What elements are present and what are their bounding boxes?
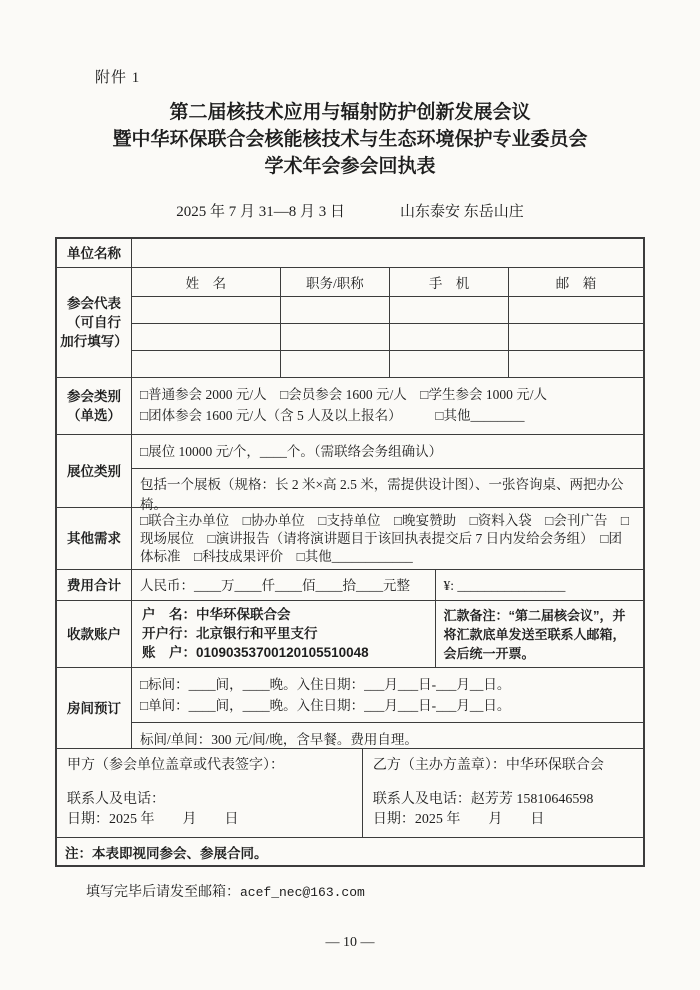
booth-content [132,435,643,512]
representatives-label [57,268,132,377]
page-number: — 10 — [325,935,375,950]
booth-label: 展位类别 [57,435,132,507]
booth-description: 包括一个展板（规格：长 2 米×高 2.5 米，需提供设计图）、一张咨询桌、两把办公椅。 [140,477,624,512]
rep-cell [132,324,281,350]
category-label [57,378,132,434]
other-needs-row [57,507,643,569]
rep-cell [509,297,643,323]
category-options-line1: □普通参会 2000 元/人 □会员参会 1600 元/人 □学生参会 1000 元/人 [140,387,547,402]
rep-cell [390,351,509,377]
room-booking-content [132,668,643,748]
rep-header-email: 邮 箱 [555,276,597,291]
rep-header-name: 姓 名 [132,268,281,296]
submission-instruction [86,881,700,901]
event-venue: 山东泰安 东岳山庄 [400,204,524,220]
rep-cell [281,351,390,377]
unit-name-value-cell [132,239,643,267]
submission-email: acef_nec@163.com [240,885,365,900]
rep-cell [509,324,643,350]
room-option-standard: □标间：____间，____晚。入住日期：___月___日-___月__日。 [140,677,511,692]
submission-instruction-text: 填写完毕后请发至邮箱： [86,883,240,899]
rep-cell [281,297,390,323]
unit-name-label: 单位名称 [57,239,132,267]
representatives-grid [132,268,643,377]
signature-content [57,749,643,837]
contract-note: 注：本表即视同参会、参展合同。 [65,845,268,861]
rep-header-title: 职务/职称 [281,268,390,296]
category-label-line2: （单选） [67,408,121,423]
rep-cell [132,351,281,377]
representatives-label-line1: 参会代表 [67,296,121,311]
category-options-line2: □团体参会 1600 元/人（含 5 人及以上报名） □其他________ [140,408,525,423]
party-b-block [363,749,643,837]
rep-empty-row [132,350,643,377]
representatives-row [57,267,643,377]
rep-cell [390,297,509,323]
representatives-label-line2: （可自行 [67,315,121,330]
category-options [132,378,643,434]
fee-amount-numeric: ¥: ________________ [443,577,566,593]
representatives-label-line3: 加行填写） [60,334,128,349]
party-a-date: 日期：2025 年 月 日 [67,812,239,827]
attachment-label: 附件 1 [95,70,141,86]
party-b-date: 日期：2025 年 月 日 [372,812,545,827]
party-a-contact: 联系人及电话： [67,792,165,807]
title-line-3: 学术年会参会回执表 [264,156,436,177]
room-booking-label: 房间预订 [57,668,132,748]
account-label: 收款账户 [57,601,132,667]
party-a-signature-space [67,776,352,790]
rep-cell [509,351,643,377]
party-a-block [57,749,363,837]
event-date: 2025 年 7 月 31—8 月 3 日 [176,204,345,220]
booth-option: □展位 10000 元/个，____个。（需联络会务组确认） [132,435,643,469]
room-option-single: □单间：____间，____晚。入住日期：___月___日-___月__日。 [140,698,511,713]
rep-cell [281,324,390,350]
party-a-title: 甲方（参会单位盖章或代表签字）： [67,758,284,773]
account-row [57,600,643,667]
document-title [0,99,700,180]
party-b-contact: 联系人及电话：赵芳芳 15810646598 [372,792,594,807]
party-b-title: 乙方（主办方盖章）：中华环保联合会 [372,758,604,773]
account-holder-name: 户 名：中华环保联合会 [142,607,291,622]
fee-total-row [57,569,643,600]
room-options [132,668,643,723]
room-booking-row [57,667,643,748]
unit-name-row [57,239,643,267]
rep-empty-row [132,323,643,350]
registration-form-table [55,237,645,867]
remittance-remark: 汇款备注：“第二届核会议”，并将汇款底单发送至联系人邮箱，会后统一开票。 [443,608,626,661]
room-price-note: 标间/单间：300 元/间/晚，含早餐。费用自理。 [140,732,418,747]
representatives-header-row [132,268,643,296]
event-date-venue [0,200,700,221]
fee-total-content [132,570,643,600]
account-content [132,601,643,667]
rep-header-mobile: 手 机 [390,268,509,296]
rep-empty-row [132,296,643,323]
account-details [132,601,436,667]
fee-total-label: 费用合计 [57,570,132,600]
signature-row [57,748,643,837]
category-row [57,377,643,434]
account-bank: 开户行：北京银行和平里支行 [142,626,318,641]
party-b-signature-space [373,776,633,790]
title-line-2: 暨中华环保联合会核能核技术与生态环境保护专业委员会 [112,129,588,150]
booth-row [57,434,643,512]
account-number: 账 户：01090353700120105510048 [142,645,369,660]
contract-note-row [57,837,643,865]
rep-cell [132,297,281,323]
rep-cell [390,324,509,350]
title-line-1: 第二届核技术应用与辐射防护创新发展会议 [169,102,531,123]
other-needs-label: 其他需求 [57,508,132,569]
fee-amount-chinese: 人民币：____万____仟____佰____拾____元整 [132,570,436,600]
category-label-line1: 参会类别 [67,389,121,404]
other-needs-options: □联合主办单位 □协办单位 □支持单位 □晚宴赞助 □资料入袋 □会刊广告 □现场展位 □演讲报告（请将演讲题目于该回执表提交后 7 日内发给会务组） □团体标准 □科技成果评价 □其他____________ [140,513,630,564]
